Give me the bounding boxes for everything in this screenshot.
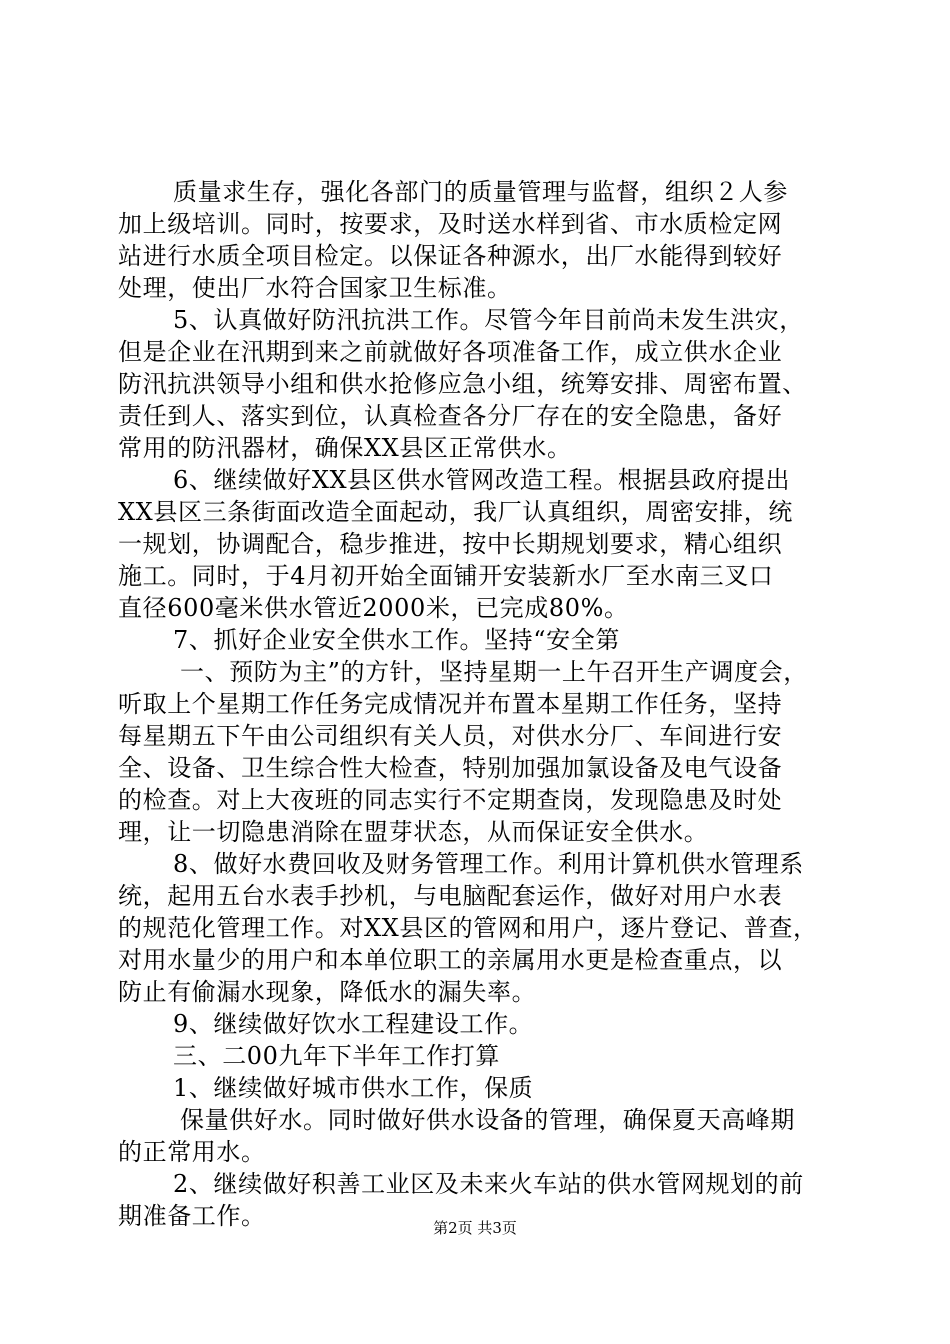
paragraph-line: 防止有偷漏水现象，降低水的漏失率。 — [118, 978, 537, 1006]
paragraph-line: 全、设备、卫生综合性大检查，特别加强加氯设备及电气设备 — [118, 754, 783, 782]
paragraph-line: 一规划，协调配合，稳步推进，按中长期规划要求，精心组织 — [118, 530, 783, 558]
paragraph-line: 一、预防为主”的方针，坚持星期一上午召开生产调度会， — [180, 658, 808, 686]
paragraph-line: 的正常用水。 — [118, 1138, 266, 1166]
document-body — [118, 176, 848, 1232]
paragraph-line: 责任到人、落实到位，认真检查各分厂存在的安全隐患，备好 — [118, 402, 783, 430]
paragraph-line: 防汛抗洪领导小组和供水抢修应急小组，统筹安排、周密布置、 — [118, 370, 807, 398]
section-heading: 三、二00九年下半年工作打算 — [173, 1042, 500, 1070]
paragraph-line: 的检查。对上大夜班的同志实行不定期查岗，发现隐患及时处 — [118, 786, 783, 814]
paragraph-line: 对用水量少的用户和本单位职工的亲属用水更是检查重点，以 — [118, 946, 783, 974]
paragraph-line: 站进行水质全项目检定。以保证各种源水，出厂水能得到较好 — [118, 242, 783, 270]
paragraph-line: 质量求生存，强化各部门的质量管理与监督，组织２人参 — [173, 178, 788, 206]
paragraph-line: 期准备工作。 — [118, 1202, 266, 1230]
page-number-footer: 第2页 共3页 — [433, 1219, 517, 1237]
paragraph-line: 6、继续做好XX县区供水管网改造工程。根据县政府提出 — [173, 466, 791, 494]
paragraph-line: 9、继续做好饮水工程建设工作。 — [173, 1010, 534, 1038]
paragraph-line: 7、抓好企业安全供水工作。坚持“安全第 — [173, 626, 620, 654]
paragraph-line: 常用的防汛器材，确保XX县区正常供水。 — [118, 434, 572, 462]
paragraph-line: 直径600毫米供水管近2000米，已完成80%。 — [118, 594, 629, 622]
paragraph-line: 处理，使出厂水符合国家卫生标准。 — [118, 274, 512, 302]
paragraph-line: 施工。同时，于4月初开始全面铺开安装新水厂至水南三叉口 — [118, 562, 774, 590]
paragraph-line: 保量供好水。同时做好供水设备的管理，确保夏天高峰期 — [180, 1106, 795, 1134]
paragraph-line: 但是企业在汛期到来之前就做好各项准备工作，成立供水企业 — [118, 338, 783, 366]
paragraph-line: 2、继续做好积善工业区及未来火车站的供水管网规划的前 — [173, 1170, 804, 1198]
paragraph-line: 听取上个星期工作任务完成情况并布置本星期工作任务，坚持 — [118, 690, 783, 718]
paragraph-line: XX县区三条街面改造全面起动，我厂认真组织，周密安排，统 — [118, 498, 793, 526]
paragraph-line: 每星期五下午由公司组织有关人员，对供水分厂、车间进行安 — [118, 722, 783, 750]
paragraph-line: 5、认真做好防汛抗洪工作。尽管今年目前尚未发生洪灾， — [173, 306, 804, 334]
paragraph-line: 理，让一切隐患消除在盟芽状态，从而保证安全供水。 — [118, 818, 709, 846]
paragraph-line: 统，起用五台水表手抄机，与电脑配套运作，做好对用户水表 — [118, 882, 783, 910]
paragraph-line: 的规范化管理工作。对XX县区的管网和用户，逐片登记、普查， — [118, 914, 818, 942]
paragraph-line: 8、做好水费回收及财务管理工作。利用计算机供水管理系 — [173, 850, 804, 878]
paragraph-line: 加上级培训。同时，按要求，及时送水样到省、市水质检定网 — [118, 210, 783, 238]
paragraph-line: 1、继续做好城市供水工作，保质 — [173, 1074, 534, 1102]
